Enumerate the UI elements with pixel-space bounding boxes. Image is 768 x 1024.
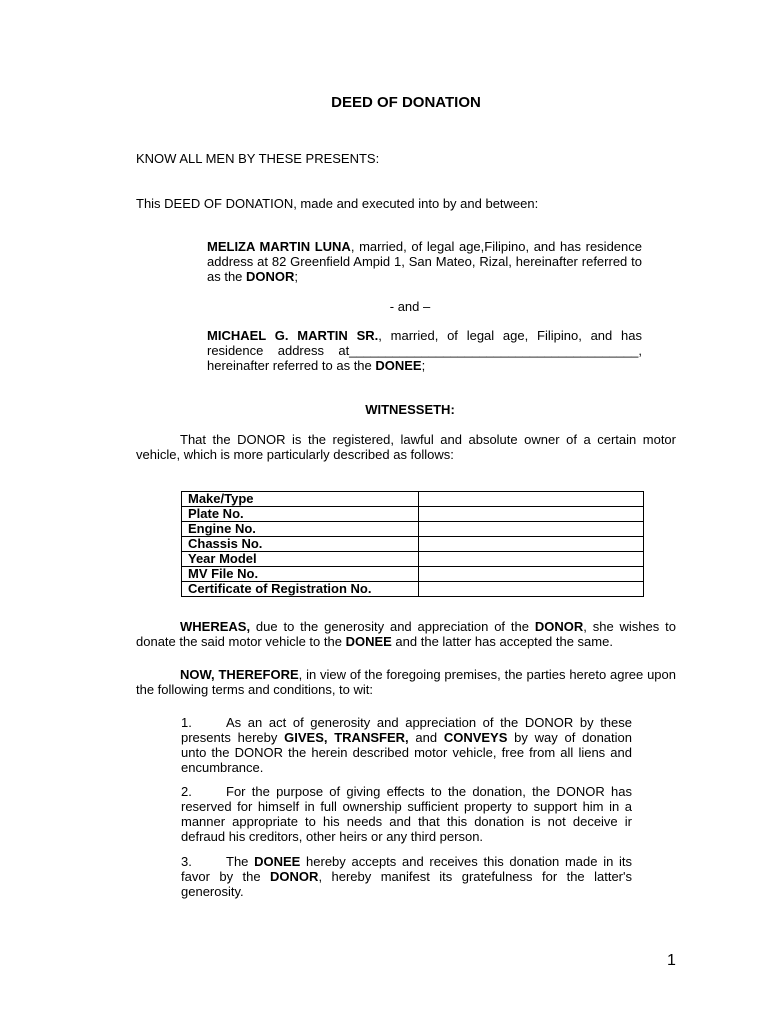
- row-label: Plate No.: [182, 507, 419, 522]
- row-value: [419, 522, 644, 537]
- term-item-3: [181, 854, 632, 899]
- document-title: DEED OF DONATION: [331, 94, 481, 111]
- item-bold: DONEE: [254, 854, 301, 869]
- whereas-text-2: , she wishes to donate the said motor vehicle to the: [136, 619, 676, 649]
- and-separator: - and –: [389, 299, 431, 314]
- whereas-lead: WHEREAS,: [180, 619, 251, 634]
- donor-name: MELIZA MARTIN LUNA: [207, 239, 351, 254]
- table-row: [182, 582, 644, 597]
- donee-end: ;: [421, 358, 426, 373]
- whereas-text-3: and the latter has accepted the same.: [391, 634, 613, 649]
- now-lead: NOW, THEREFORE: [180, 667, 299, 682]
- item-text: hereby accepts and receives this donation made in its favor by the: [181, 854, 633, 884]
- whereas-paragraph: [136, 619, 676, 649]
- vehicle-details-table: [181, 491, 644, 597]
- row-value: [419, 492, 644, 507]
- table-row: [182, 522, 644, 537]
- row-value: [419, 582, 644, 597]
- item-bold: CONVEYS: [443, 730, 508, 745]
- table-row: [182, 567, 644, 582]
- row-label: Chassis No.: [182, 537, 419, 552]
- item-bold: DONOR: [270, 869, 319, 884]
- now-therefore-paragraph: [136, 667, 676, 697]
- donee-details: , married, of legal age, Filipino, and has residence address at________________________________________, hereinafter referred to as the: [207, 328, 642, 373]
- item-text: by way of donation unto the DONOR the herein described motor vehicle, free from all liens and encumbrance.: [181, 730, 632, 775]
- table-row: [182, 552, 644, 567]
- donee-role: DONEE: [375, 358, 422, 373]
- whereas-text-1: due to the generosity and appreciation of the: [250, 619, 535, 634]
- row-value: [419, 567, 644, 582]
- row-label: Year Model: [182, 552, 419, 567]
- term-item-1: [181, 715, 632, 775]
- table-row: [182, 492, 644, 507]
- table-row: [182, 537, 644, 552]
- row-label: Make/Type: [182, 492, 419, 507]
- item-bold: GIVES, TRANSFER,: [284, 730, 409, 745]
- row-label: Certificate of Registration No.: [182, 582, 419, 597]
- row-value: [419, 507, 644, 522]
- donee-name: MICHAEL G. MARTIN SR.: [207, 328, 379, 343]
- row-value: [419, 552, 644, 567]
- now-text: , in view of the foregoing premises, the parties hereto agree upon the following terms and conditions, to wit:: [136, 667, 676, 697]
- whereas-donee: DONEE: [345, 634, 392, 649]
- item-text: and: [408, 730, 444, 745]
- item-number: 3.: [181, 854, 192, 869]
- table-row: [182, 507, 644, 522]
- item-text: As an act of generosity and appreciation of the DONOR by these presents hereby: [181, 715, 632, 745]
- item-text: For the purpose of giving effects to the donation, the DONOR has reserved for himself in full ownership sufficient property to support him in a manner appropriate to his needs and that this donation is not deceive ir defraud his creditors, other heirs or any third person.: [181, 784, 632, 844]
- donee-party: [207, 328, 642, 373]
- item-number: 2.: [181, 784, 192, 799]
- row-label: MV File No.: [182, 567, 419, 582]
- donor-role: DONOR: [246, 269, 295, 284]
- witnesseth-heading: WITNESSETH:: [365, 402, 455, 417]
- item-text: The: [226, 854, 255, 869]
- made-line: This DEED OF DONATION, made and executed into by and between:: [136, 196, 539, 211]
- item-number: 1.: [181, 715, 192, 730]
- donor-end: ;: [294, 269, 299, 284]
- donor-details: , married, of legal age,Filipino, and has residence address at 82 Greenfield Ampid 1, San Mateo, Rizal, hereinafter referred to as the: [207, 239, 642, 284]
- row-value: [419, 537, 644, 552]
- term-item-2: [181, 784, 632, 844]
- page-number: 1: [667, 952, 676, 969]
- row-label: Engine No.: [182, 522, 419, 537]
- intro-line: KNOW ALL MEN BY THESE PRESENTS:: [136, 151, 380, 166]
- owner-paragraph: That the DONOR is the registered, lawful and absolute owner of a certain motor vehicle, which is more particularly described as follows:: [136, 432, 676, 462]
- donor-party: [207, 239, 642, 284]
- whereas-donor: DONOR: [534, 619, 584, 634]
- item-text: , hereby manifest its gratefulness for the latter's generosity.: [181, 869, 632, 899]
